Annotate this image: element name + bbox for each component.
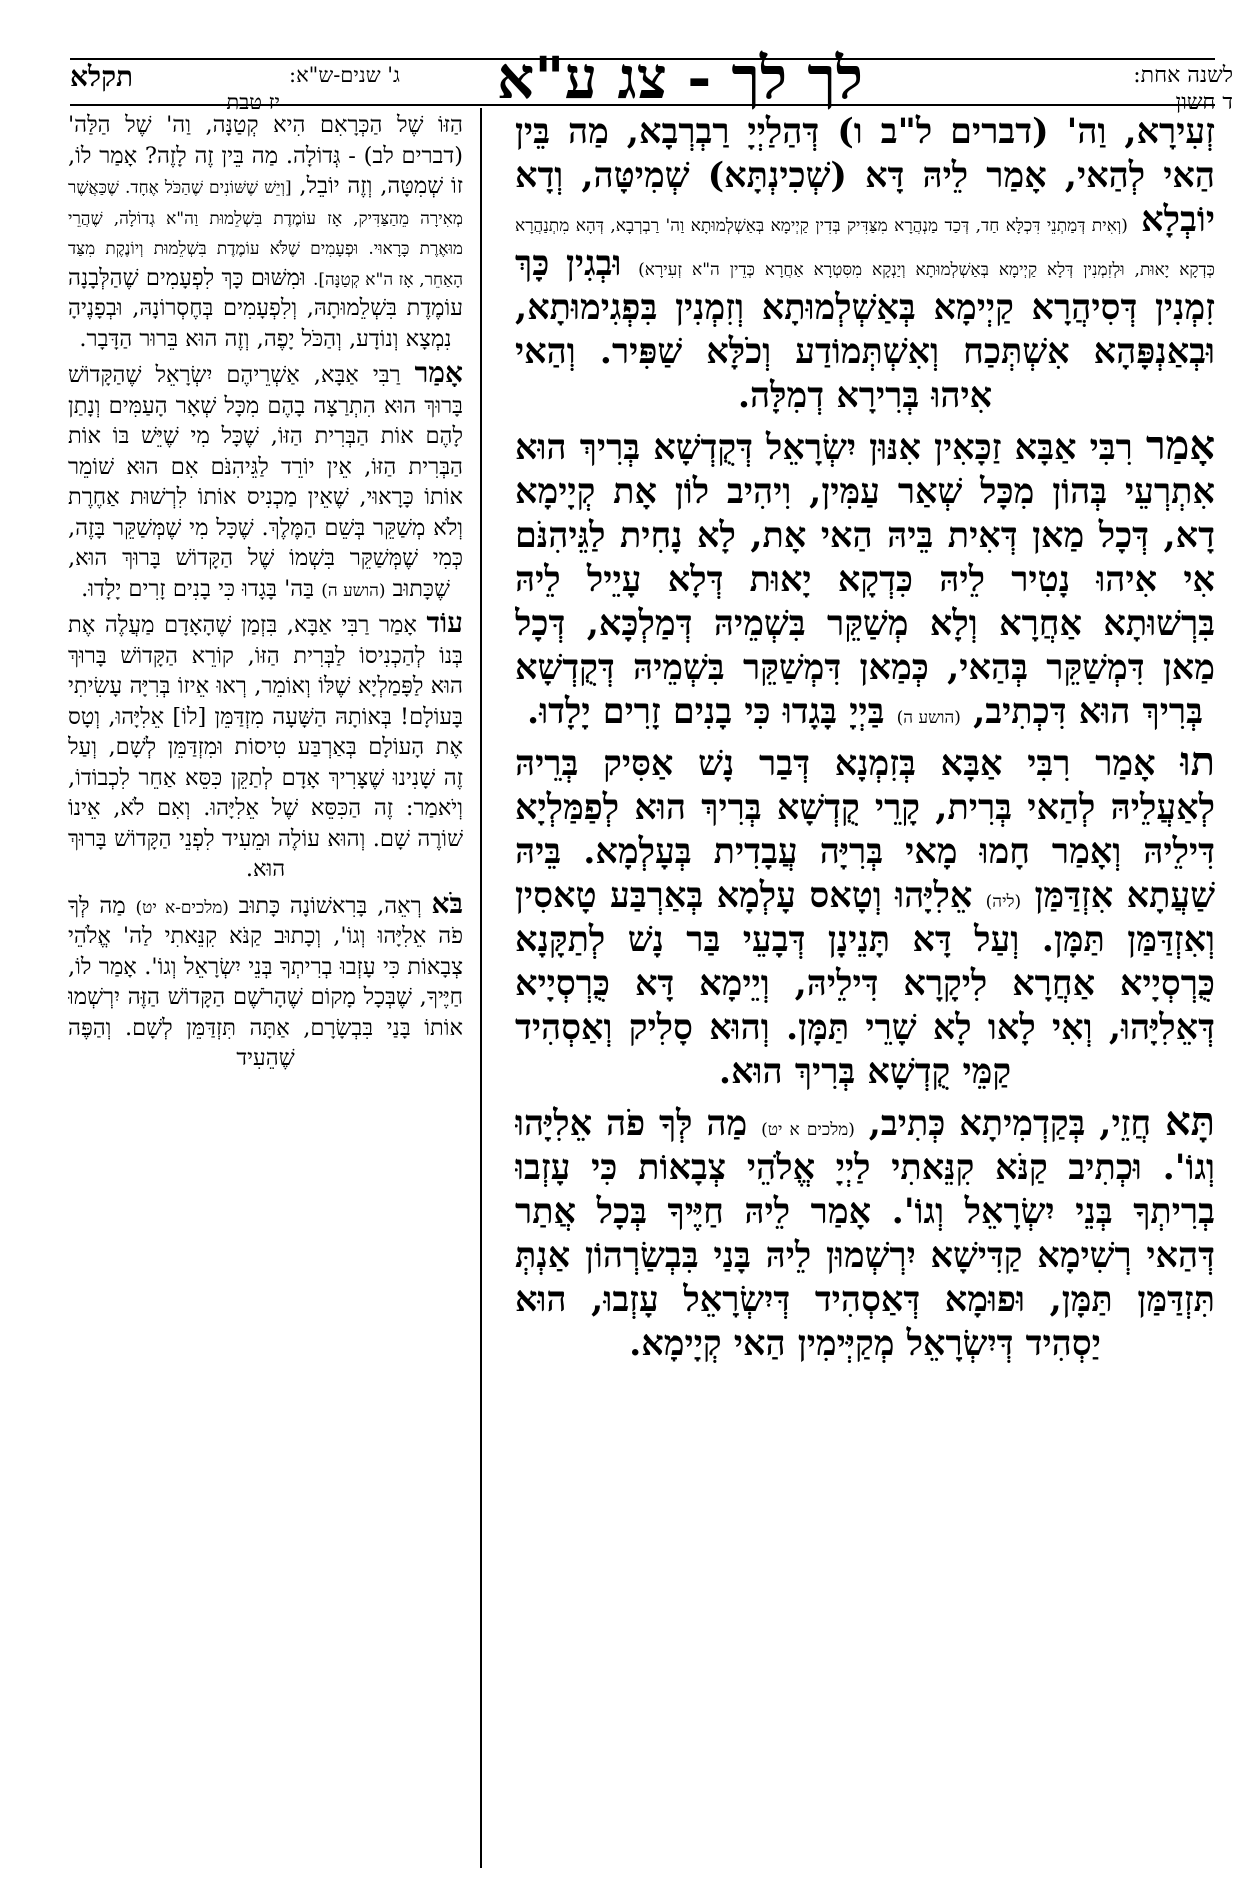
season-date: יז טבת (226, 90, 280, 114)
verse-reference: (הושע ה) (321, 580, 386, 601)
bracket-note: (וְאִית דְּמַתְנֵי דִּכְלָּא חַד, דְּכַד מַנְהֲרָא מִצַּדִּיק בְּדִין קַיְימָא בְּאַשְׁלְמוּתָא וַה' רַבְרְבָא, דְּהָא מִתְנַהֲרָא כְּדְקָא יָאוּת, וּלְזִמְנִין דְּלָא קַיְימָא בְּאַשְׁלְמוּתָא וְיַנְקָא מִסִּטְרָא אַחֲרָא כְּדֵין ה"א זְעִירָא) (515, 216, 1215, 280)
main-paragraph-4 (515, 1100, 1215, 1366)
header-rule-top (70, 58, 1215, 60)
main-paragraph-1 (515, 108, 1215, 418)
aramaic-column (515, 108, 1215, 1868)
side-paragraph-2 (68, 358, 463, 604)
paragraph-text-cont: וּמִשּׁוּם כָּךְ לִפְעָמִים שֶׁהַלְּבָנָה עוֹמֶדֶת בִּשְׁלֵמוּתָהּ, וְלִפְעָמִים בְּחֶסְרוֹנָהּ, וּבְפָנֶיהָ נִמְצָא וְנוֹדָע, וְהַכֹּל יָפֶה, וְזֶה הוּא בֵּרוּר הַדָּבָר. (68, 264, 463, 352)
paragraph-text: אָמַר רִבִּי אַבָּא בְּזִמְנָא דְּבַר נָשׁ אַסִּיק בְּרֵיהּ לְאַעֲלֵיהּ לְהַאי בְּרִית, קָרֵי קֻדְשָׁא בְּרִיךְ הוּא לְפַמַּלְיָא דִּילֵיהּ וְאָמַר חָמוּ מָאי בְּרִיָּה עֲבָדִית בְּעָלְמָא. בֵּיהּ שַׁעֲתָא אִזְדַּמַּן (515, 743, 1215, 916)
lead-word: תוּ (1180, 738, 1215, 785)
paragraph-text: הַזּוֹ שֶׁל הַכְּרָאִם הִיא קְטַנָּה, וַה' שֶׁל הַלַּה' (דברים לב) - גְּדוֹלָה. מַה בֵּין זֶה לָזֶה? אָמַר לוֹ, זוֹ שְׁמִטָּה, וְזֶה יוֹבֵל, (68, 112, 463, 199)
verse-reference: (הושע ה) (896, 708, 961, 728)
bracket-note: [וְיֵשׁ שֶׁשּׁוֹנִים שֶׁהַכֹּל אֶחָד. שֶׁכַּאֲשֶׁר מְאִירָה מֵהַצַּדִּיק, אָז עוֹמֶדֶת בִּשְׁלֵמוּת וַה"א גְדוֹלָה, שֶׁהֲרֵי מוּאֶרֶת כָּרָאוּי. וּפְעָמִים שֶׁלֹּא עוֹמֶדֶת בִּשְׁלֵמוּת וְיוֹנֶקֶת מִצַּד הָאַחֵר, אָז ה"א קְטַנָּה]. (68, 178, 463, 290)
paragraph-text-cont: בַּיְיָ בָּגָדוּ כִּי בָנִים זָרִים יָלָדוּ. (527, 691, 885, 732)
verse-reference: (מלכים-א יט) (135, 897, 229, 918)
column-divider (480, 108, 482, 1868)
lead-word: עוֹד (426, 606, 463, 639)
lead-word: אָמַר (414, 356, 463, 389)
paragraph-text: רְאֵה, בָּרִאשׁוֹנָה כָּתוּב (238, 892, 422, 919)
paragraph-text: אָמַר רַבִּי אַבָּא, בִּזְמַן שֶׁהָאָדָם מַעֲלֶה אֶת בְּנוֹ לְהַכְנִיסוֹ לַבְּרִית הַזּוֹ, קוֹרֵא הַקָּדוֹשׁ בָּרוּךְ הוּא לַפָּמַלְיָא שֶׁלּוֹ וְאוֹמֵר, רְאוּ אֵיזוֹ בְּרִיָּה עָשִׂיתִי בָּעוֹלָם! בְּאוֹתָהּ הַשָּׁעָה מִזְדַּמֵּן [לוֹ] אֵלִיָּהוּ, וְטָס אֶת הָעוֹלָם בְּאַרְבַּע טִיסוֹת וּמִזְדַּמֵּן לְשָׁם, וְעַל זֶה שָׁנִינוּ שֶׁצָּרִיךְ אָדָם לְתַקֵּן כִּסֵּא אַחֵר לִכְבוֹדוֹ, וְיֹאמַר: זֶה הַכִּסֵּא שֶׁל אֵלִיָּהוּ. וְאִם לֹא, אֵינוֹ שׁוֹרֶה שָׁם. וְהוּא עוֹלֶה וּמֵעִיד לִפְנֵי הַקָּדוֹשׁ בָּרוּךְ הוּא. (68, 612, 463, 882)
paragraph-text: רִבִּי אַבָּא זַכָּאִין אִנּוּן יִשְׂרָאֵל דְּקֻדְשָׁא בְּרִיךְ הוּא אִתְרְעֵי בְּהוֹן מִכָּל שְׁאַר עַמִּין, וִיהִיב לוֹן אָת קְיָימָא דָא, דְּכָל מַאן דְּאִית בֵּיהּ הַאי אָת, לָא נָחִית לַגֵּיהִנֹּם אִי אִיהוּ נָטִיר לֵיהּ כִּדְקָא יָאוּת דְּלָא עָיֵיל לֵיהּ בִּרְשׁוּתָא אַחֲרָא וְלָא מְשַׁקֵּר בִּשְׁמֵיהּ דְּמַלְכָּא, דְּכָל מַאן דִּמְשַׁקֵּר בְּהַאי, כְּמַאן דִּמְשַׁקֵּר בִּשְׁמֵיהּ דְּקֻדְשָׁא בְּרִיךְ הוּא דִּכְתִיב, (515, 427, 1215, 732)
paragraph-text: חֲזֵי, בְּקַדְמִיתָא כְּתִיב, (868, 1103, 1152, 1144)
lead-word: אָמַר (1145, 422, 1215, 469)
page-header (0, 0, 1253, 115)
verse-reference: (מלכים א יט) (761, 1120, 855, 1140)
paragraph-text: זְעִירָא, וַה' (דברים ל"ב ו) דְּהַלַיְיָ רַבְרְבָא, מַה בֵּין הַאי לְהַאי, אָמַר לֵיהּ דָּא (שְׁכִינְתָּא) שְׁמִיטָּה, וְדָא יוֹבְלָא (515, 111, 1215, 240)
season-label: ג' שנים-ש"א: (289, 63, 400, 87)
side-paragraph-3 (68, 608, 463, 885)
bracket-note: (ליה) (985, 892, 1022, 912)
main-paragraph-2 (515, 424, 1215, 734)
lead-word: בֹּא (431, 886, 463, 920)
side-paragraph-4 (68, 886, 463, 1074)
lead-word: תָּא (1164, 1098, 1215, 1145)
paragraph-text: רַבִּי אַבָּא, אַשְׁרֵיהֶם יִשְׂרָאֵל שֶׁהַקָּדוֹשׁ בָּרוּךְ הוּא הִתְרַצָּה בָהֶם מִכָּל שְׁאָר הָעַמִּים וְנָתַן לָהֶם אוֹת הַבְּרִית הַזּוֹ, שֶׁכָּל מִי שֶׁיֵּשׁ בּוֹ אוֹת הַבְּרִית הַזּוֹ, אֵין יוֹרֵד לַגֵּיהִנֹּם אִם הוּא שׁוֹמֵר אוֹתוֹ כָּרָאוּי, שֶׁאֵין מַכְנִיס אוֹתוֹ לִרְשׁוּת אַחֶרֶת וְלֹא מְשַׁקֵּר בְּשֵׁם הַמֶּלֶךְ. שֶׁכָּל מִי שֶׁמְּשַׁקֵּר בָּזֶה, כְּמִי שֶׁמְּשַׁקֵּר בִּשְׁמוֹ שֶׁל הַקָּדוֹשׁ בָּרוּךְ הוּא, שֶׁכָּתוּב (68, 362, 463, 602)
header-rule-bottom (70, 104, 1215, 106)
reading-date: ד חשון (1175, 90, 1233, 115)
hebrew-translation-column (68, 108, 463, 1868)
page-title: לך לך - צג ע"א (497, 44, 863, 112)
paragraph-text-cont: אֵלִיָּהוּ וְטָאס עָלְמָא בְּאַרְבַּע טָאסִין וְאִזְדַּמַּן תַּמָּן. וְעַל דָּא תָּנֵינָן דְּבָעֵי בַּר נָשׁ לְתַקָּנָא כֻּרְסְיָיא אַחֲרָא לִיקָרָא דִּילֵיהּ, וְיֵימָא דָּא כֻּרְסְיָיא דְּאֵלִיָּהוּ, וְאִי לָאו לָא שָׁרֵי תַּמָּן. וְהוּא סָלִיק וְאַסְהִיד קַמֵּי קֻדְשָׁא בְּרִיךְ הוּא. (515, 875, 1215, 1092)
paragraph-text-cont: וּבְגִין כָּךְ זִמְנִין דְּסִיהֲרָא קַיְימָא בְּאַשְׁלְמוּתָא וְזִמְנִין בִּפְגִימוּתָא, וּבְאַנְפָּהָא אִשְׁתְּכַח וְאִשְׁתְּמוֹדַע וְכֹלָּא שַׁפִּיר. וְהַאי אִיהוּ בְּרִירָא דְמִלָּה. (515, 243, 1215, 416)
side-paragraph-1 (68, 108, 463, 354)
paragraph-text-cont: מַה לְּךָ פֹה אֵלִיָּהוּ וְגוֹ', וְכָתוּב קַנֹּא קִנֵּאתִי לַה' אֱלֹהֵי צְבָאוֹת כִּי עָזְבוּ בְרִיתְךָ בְּנֵי יִשְׂרָאֵל וְגוֹ'. אָמַר לוֹ, חַיֶּיךָ, שֶׁבְּכָל מָקוֹם שֶׁהָרֹשֶׁם הַקָּדוֹשׁ הַזֶּה יִרְשְׁמוּ אוֹתוֹ בָּנַי בִּבְשָׂרָם, אַתָּה תִּזְדַּמֵּן לְשָׁם. וְהַפֶּה שֶׁהֵעִיד (68, 892, 463, 1071)
main-paragraph-3 (515, 740, 1215, 1094)
paragraph-text-cont: מַה לְּךָ פֹה אֵלִיָּהוּ וְגוֹ'. וּכְתִיב קַנֹּא קִנֵּאתִי לַיְיָ אֱלֹהֵי צְבָאוֹת כִּי עָזְבוּ בְרִיתְךָ בְּנֵי יִשְׂרָאֵל וְגוֹ'. אָמַר לֵיהּ חַיֶּיךָ בְּכָל אֲתַר דְּהַאי רְשִׁימָא קַדִּישָׁא יִרְשְׁמוּן לֵיהּ בָּנַי בִּבְשַׂרְהוֹן אַנְתְּ תִּזְדַּמַּן תַּמָּן, וּפוּמָא דְּאַסְהִיד דְּיִשְׂרָאֵל עָזְבוּ, הוּא יַסְהִיד דְּיִשְׂרָאֵל מְקַיְּימִין הַאי קְיָימָא. (515, 1103, 1215, 1364)
paragraph-text-cont: בַּה' בָּגָדוּ כִּי בָנִים זָרִים יָלָדוּ. (81, 575, 315, 602)
folio-number: תקלא (70, 60, 134, 93)
reading-cycle-label: לשנה אחת: (1133, 63, 1233, 88)
